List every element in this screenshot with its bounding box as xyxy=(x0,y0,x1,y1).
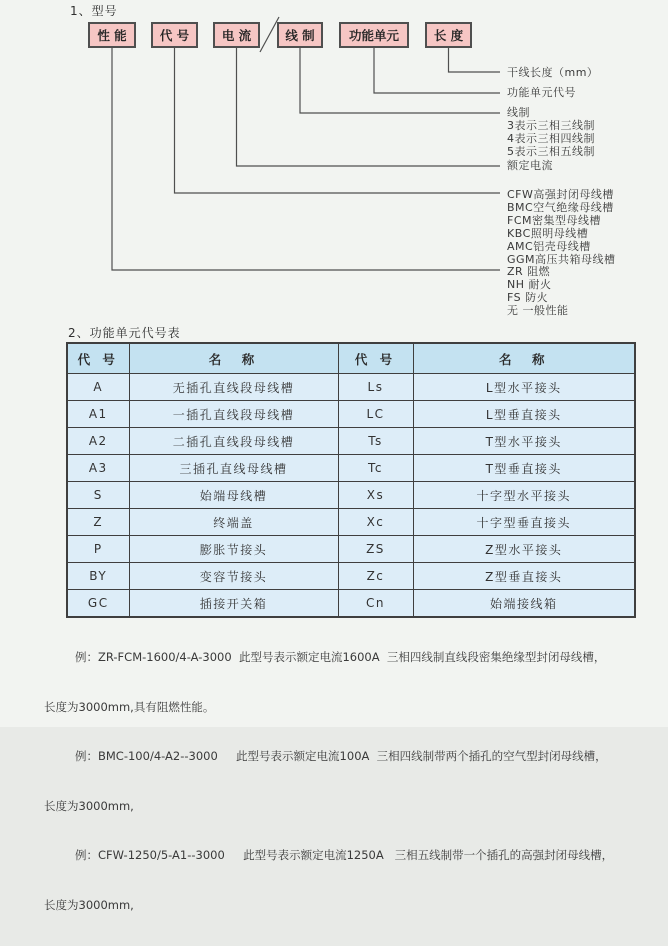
cell-code: A3 xyxy=(67,455,129,482)
model-box-code: 代 号 xyxy=(151,22,198,48)
cell-name: 始端接线箱 xyxy=(413,590,635,618)
cell-code: BY xyxy=(67,563,129,590)
cell-code: ZS xyxy=(338,536,413,563)
header-code-left: 代 号 xyxy=(67,343,129,374)
cell-name: L型水平接头 xyxy=(413,374,635,401)
cell-code: Cn xyxy=(338,590,413,618)
table-row xyxy=(67,482,635,509)
callout-perf-none: 无 一般性能 xyxy=(507,304,569,317)
callout-code-ggm: GGM高压共箱母线槽 xyxy=(507,253,616,266)
diagram-connectors xyxy=(0,0,668,330)
cell-code: Ts xyxy=(338,428,413,455)
cell-name: 插接开关箱 xyxy=(129,590,338,618)
example-line: 例：BMC-100/4-A2--3000 此型号表示额定电流100A 三相四线制带两个插孔的空气型封闭母线槽， xyxy=(75,749,607,763)
table-row xyxy=(67,563,635,590)
callout-code-cfw: CFW高强封闭母线槽 xyxy=(507,188,614,201)
example-notes xyxy=(44,616,650,946)
example-line: 例：ZR-FCM-1600/4-A-3000 此型号表示额定电流1600A 三相四线制直线段密集绝缘型封闭母线槽， xyxy=(75,650,606,664)
cell-name: 三插孔直线母线槽 xyxy=(129,455,338,482)
cell-name: T型水平接头 xyxy=(413,428,635,455)
cell-code: A1 xyxy=(67,401,129,428)
cell-code: LC xyxy=(338,401,413,428)
callout-rated-current: 额定电流 xyxy=(507,159,553,172)
table-header-row xyxy=(67,343,635,374)
header-code-right: 代 号 xyxy=(338,343,413,374)
table-row xyxy=(67,401,635,428)
callout-wire-3phase3: 3表示三相三线制 xyxy=(507,119,595,132)
connector-code xyxy=(175,48,501,193)
function-unit-code-table xyxy=(66,342,636,618)
example-line: 长度为3000mm, xyxy=(44,897,134,912)
callout-code-fcm: FCM密集型母线槽 xyxy=(507,214,601,227)
connector-performance xyxy=(112,48,500,270)
cell-name: 十字型垂直接头 xyxy=(413,509,635,536)
callout-code-kbc: KBC照明母线槽 xyxy=(507,227,589,240)
cell-code: P xyxy=(67,536,129,563)
connector-function-unit xyxy=(374,48,500,93)
cell-code: Xs xyxy=(338,482,413,509)
cell-code: Ls xyxy=(338,374,413,401)
connector-wires xyxy=(300,48,500,113)
cell-code: A xyxy=(67,374,129,401)
cell-name: T型垂直接头 xyxy=(413,455,635,482)
section1-title: 1、型号 xyxy=(70,4,118,18)
connector-length xyxy=(449,48,501,72)
example-line: 长度为3000mm,具有阻燃性能。 xyxy=(44,699,215,714)
cell-code: S xyxy=(67,482,129,509)
cell-code: Tc xyxy=(338,455,413,482)
table-row xyxy=(67,428,635,455)
cell-name: Z型垂直接头 xyxy=(413,563,635,590)
example-line: 例：CFW-1250/5-A1--3000 此型号表示额定电流1250A 三相五线制带一个插孔的高强封闭母线槽， xyxy=(75,848,614,862)
cell-name: 始端母线槽 xyxy=(129,482,338,509)
callout-code-bmc: BMC空气绝缘母线槽 xyxy=(507,201,614,214)
cell-name: 十字型水平接头 xyxy=(413,482,635,509)
table-row xyxy=(67,509,635,536)
cell-name: 终端盖 xyxy=(129,509,338,536)
callout-perf-fs: FS 防火 xyxy=(507,291,549,304)
model-box-wires: 线 制 xyxy=(277,22,323,48)
table-row xyxy=(67,536,635,563)
table-row xyxy=(67,590,635,618)
cell-code: A2 xyxy=(67,428,129,455)
callout-code-amc: AMC铝壳母线槽 xyxy=(507,240,591,253)
callout-function-unit-code: 功能单元代号 xyxy=(507,86,576,99)
cell-name: L型垂直接头 xyxy=(413,401,635,428)
cell-name: 变容节接头 xyxy=(129,563,338,590)
callout-wire-3phase4: 4表示三相四线制 xyxy=(507,132,595,145)
header-name-right: 名 称 xyxy=(413,343,635,374)
cell-name: 膨胀节接头 xyxy=(129,536,338,563)
callout-trunk-length: 干线长度（mm） xyxy=(507,66,599,79)
callout-perf-zr: ZR 阻燃 xyxy=(507,265,551,278)
connector-current xyxy=(237,48,501,166)
callout-wire-system: 线制 xyxy=(507,106,530,119)
callout-perf-nh: NH 耐火 xyxy=(507,278,552,291)
callout-wire-3phase5: 5表示三相五线制 xyxy=(507,145,595,158)
cell-code: Zc xyxy=(338,563,413,590)
table-row xyxy=(67,455,635,482)
cell-name: 无插孔直线段母线槽 xyxy=(129,374,338,401)
cell-name: 一插孔直线段母线槽 xyxy=(129,401,338,428)
header-name-left: 名 称 xyxy=(129,343,338,374)
cell-name: Z型水平接头 xyxy=(413,536,635,563)
model-box-current: 电 流 xyxy=(213,22,260,48)
example-line: 长度为3000mm, xyxy=(44,798,134,813)
model-box-function-unit: 功能单元 xyxy=(339,22,409,48)
model-box-performance: 性 能 xyxy=(88,22,136,48)
cell-code: Z xyxy=(67,509,129,536)
table-row xyxy=(67,374,635,401)
section2-title: 2、功能单元代号表 xyxy=(68,326,181,340)
cell-name: 二插孔直线段母线槽 xyxy=(129,428,338,455)
cell-code: Xc xyxy=(338,509,413,536)
cell-code: GC xyxy=(67,590,129,618)
model-box-length: 长 度 xyxy=(425,22,472,48)
